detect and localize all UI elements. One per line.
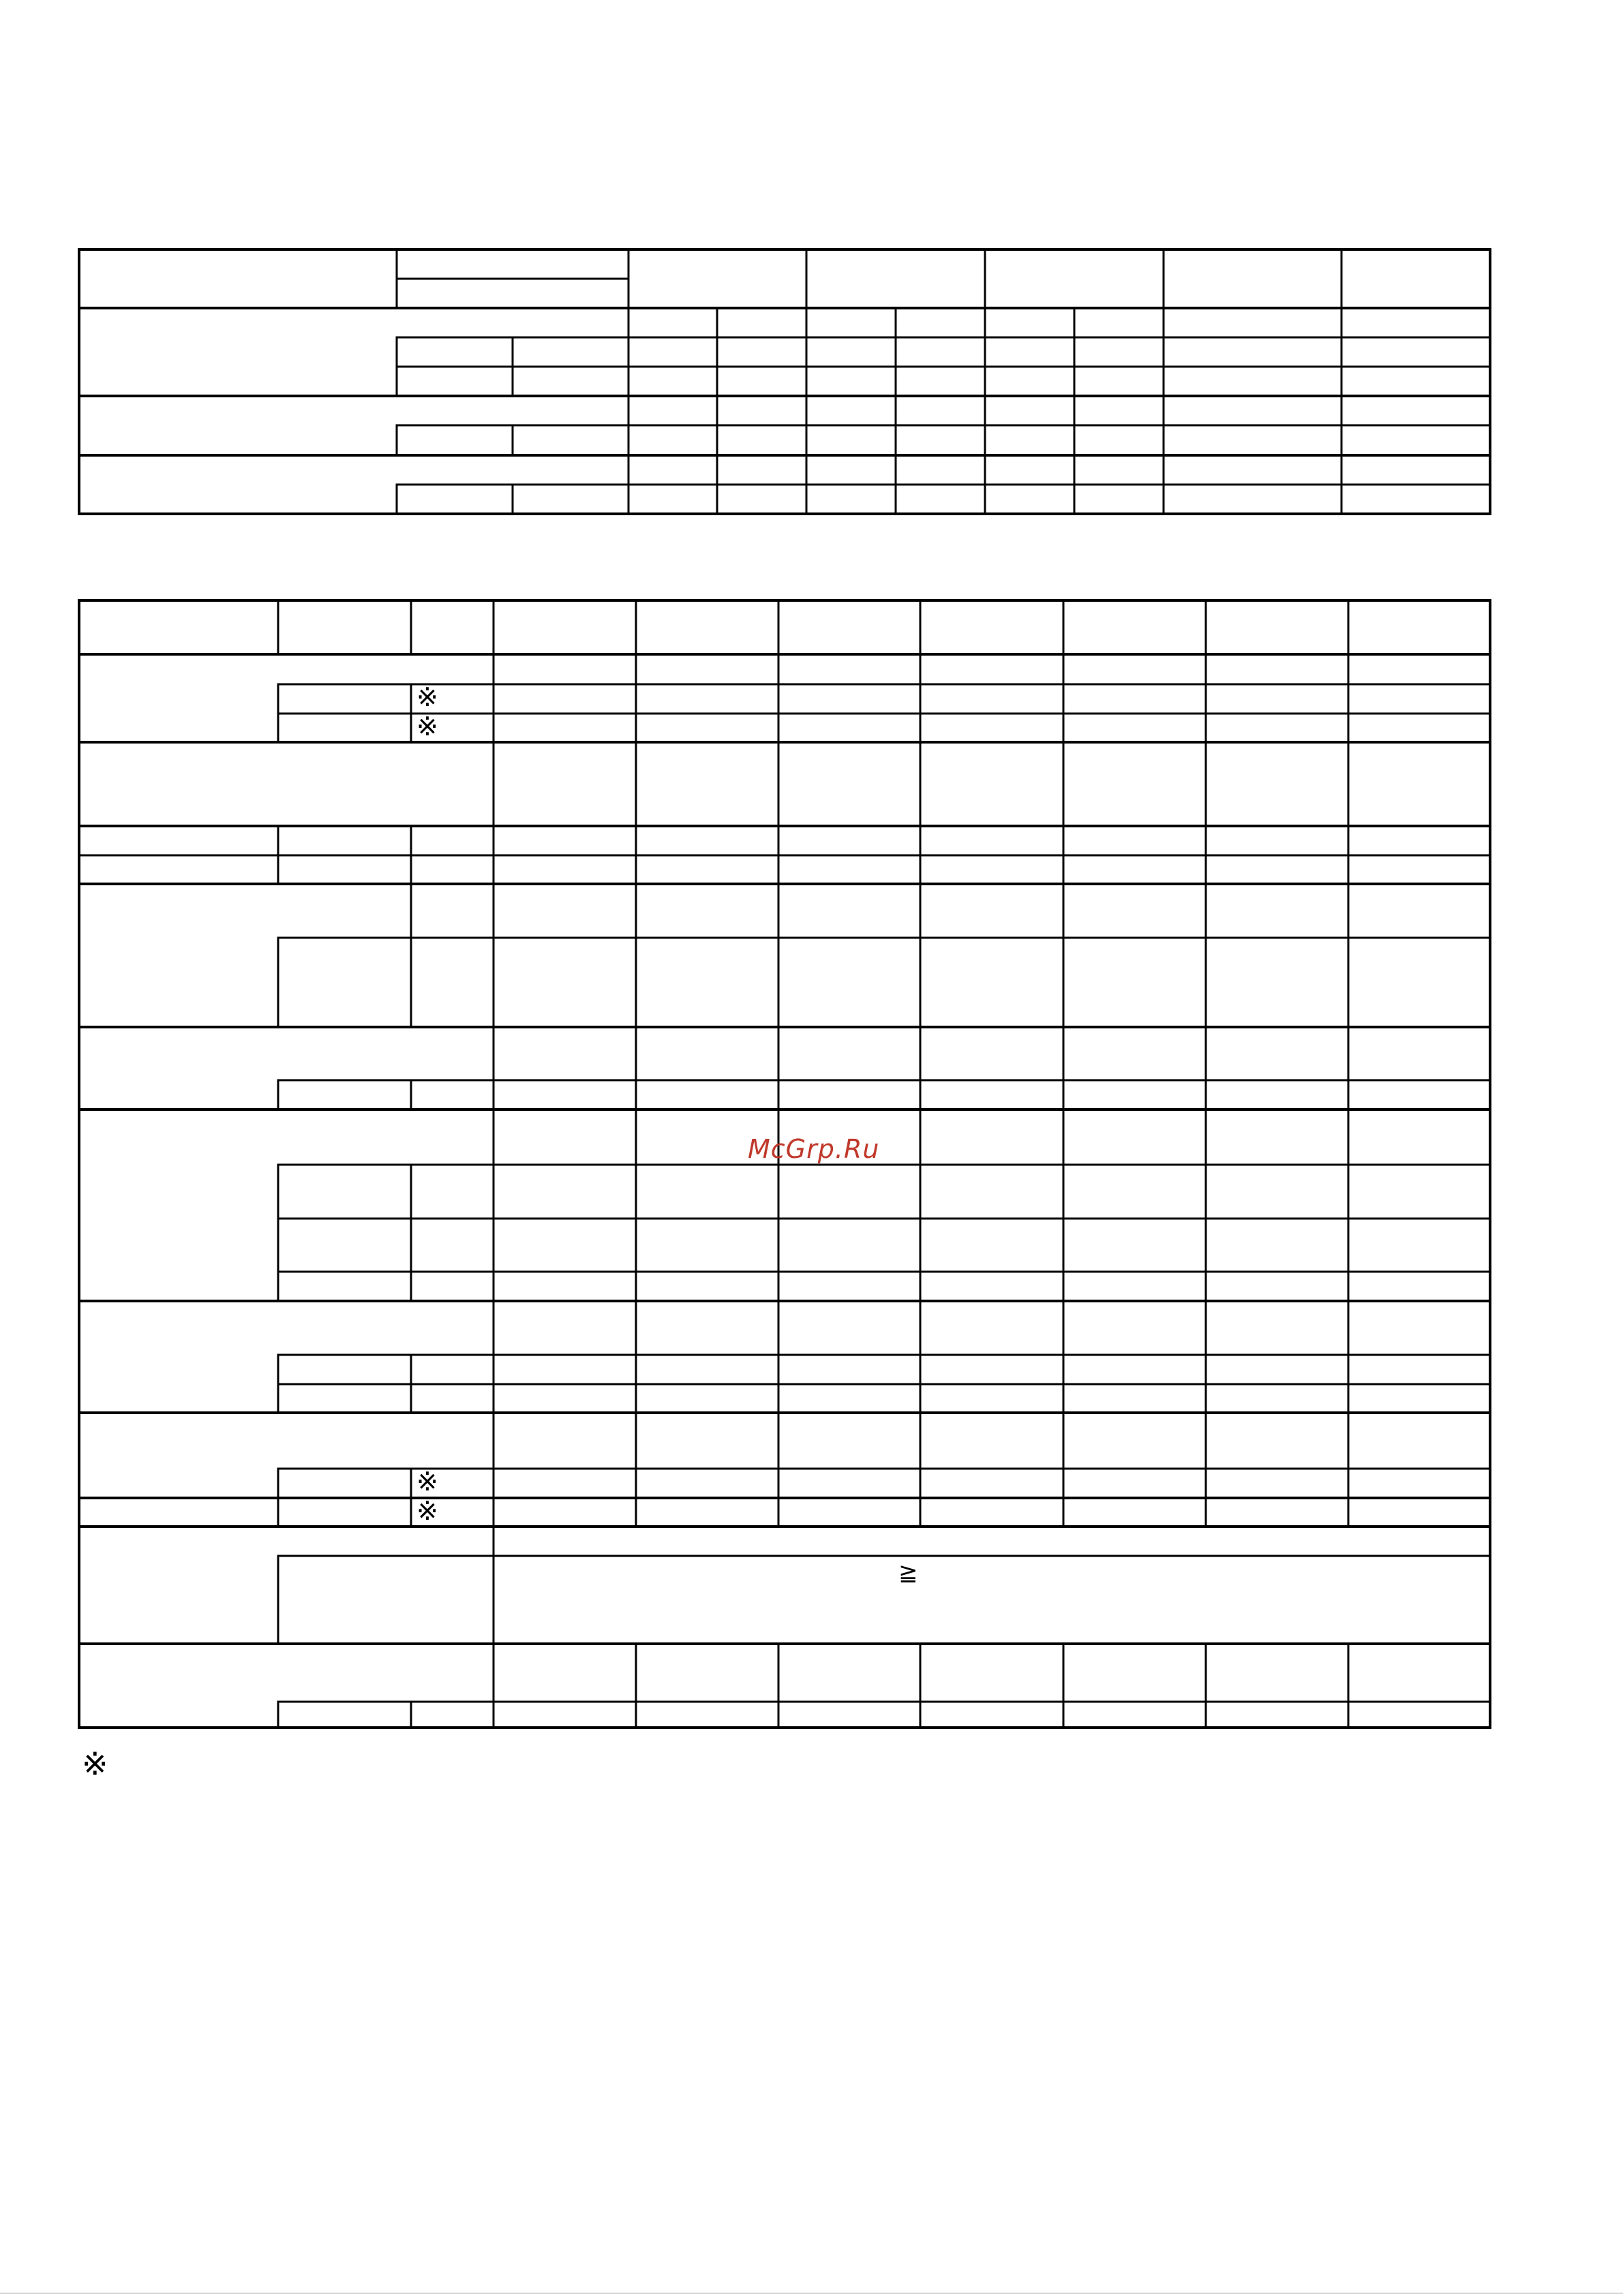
watermark-text: McGrp.Ru — [748, 1134, 880, 1164]
upper-spec-table — [79, 249, 1490, 514]
lower-spec-table — [79, 600, 1490, 1728]
note-mark-row-4: ※ — [416, 1496, 438, 1526]
note-mark-row-2: ※ — [416, 711, 438, 741]
bottom-strip — [0, 2293, 1623, 2294]
footnote-mark: ※ — [82, 1745, 108, 1782]
note-mark-row-1: ※ — [416, 682, 438, 712]
note-mark-row-3: ※ — [416, 1467, 438, 1497]
comparison-symbol: ≧ — [898, 1559, 918, 1587]
